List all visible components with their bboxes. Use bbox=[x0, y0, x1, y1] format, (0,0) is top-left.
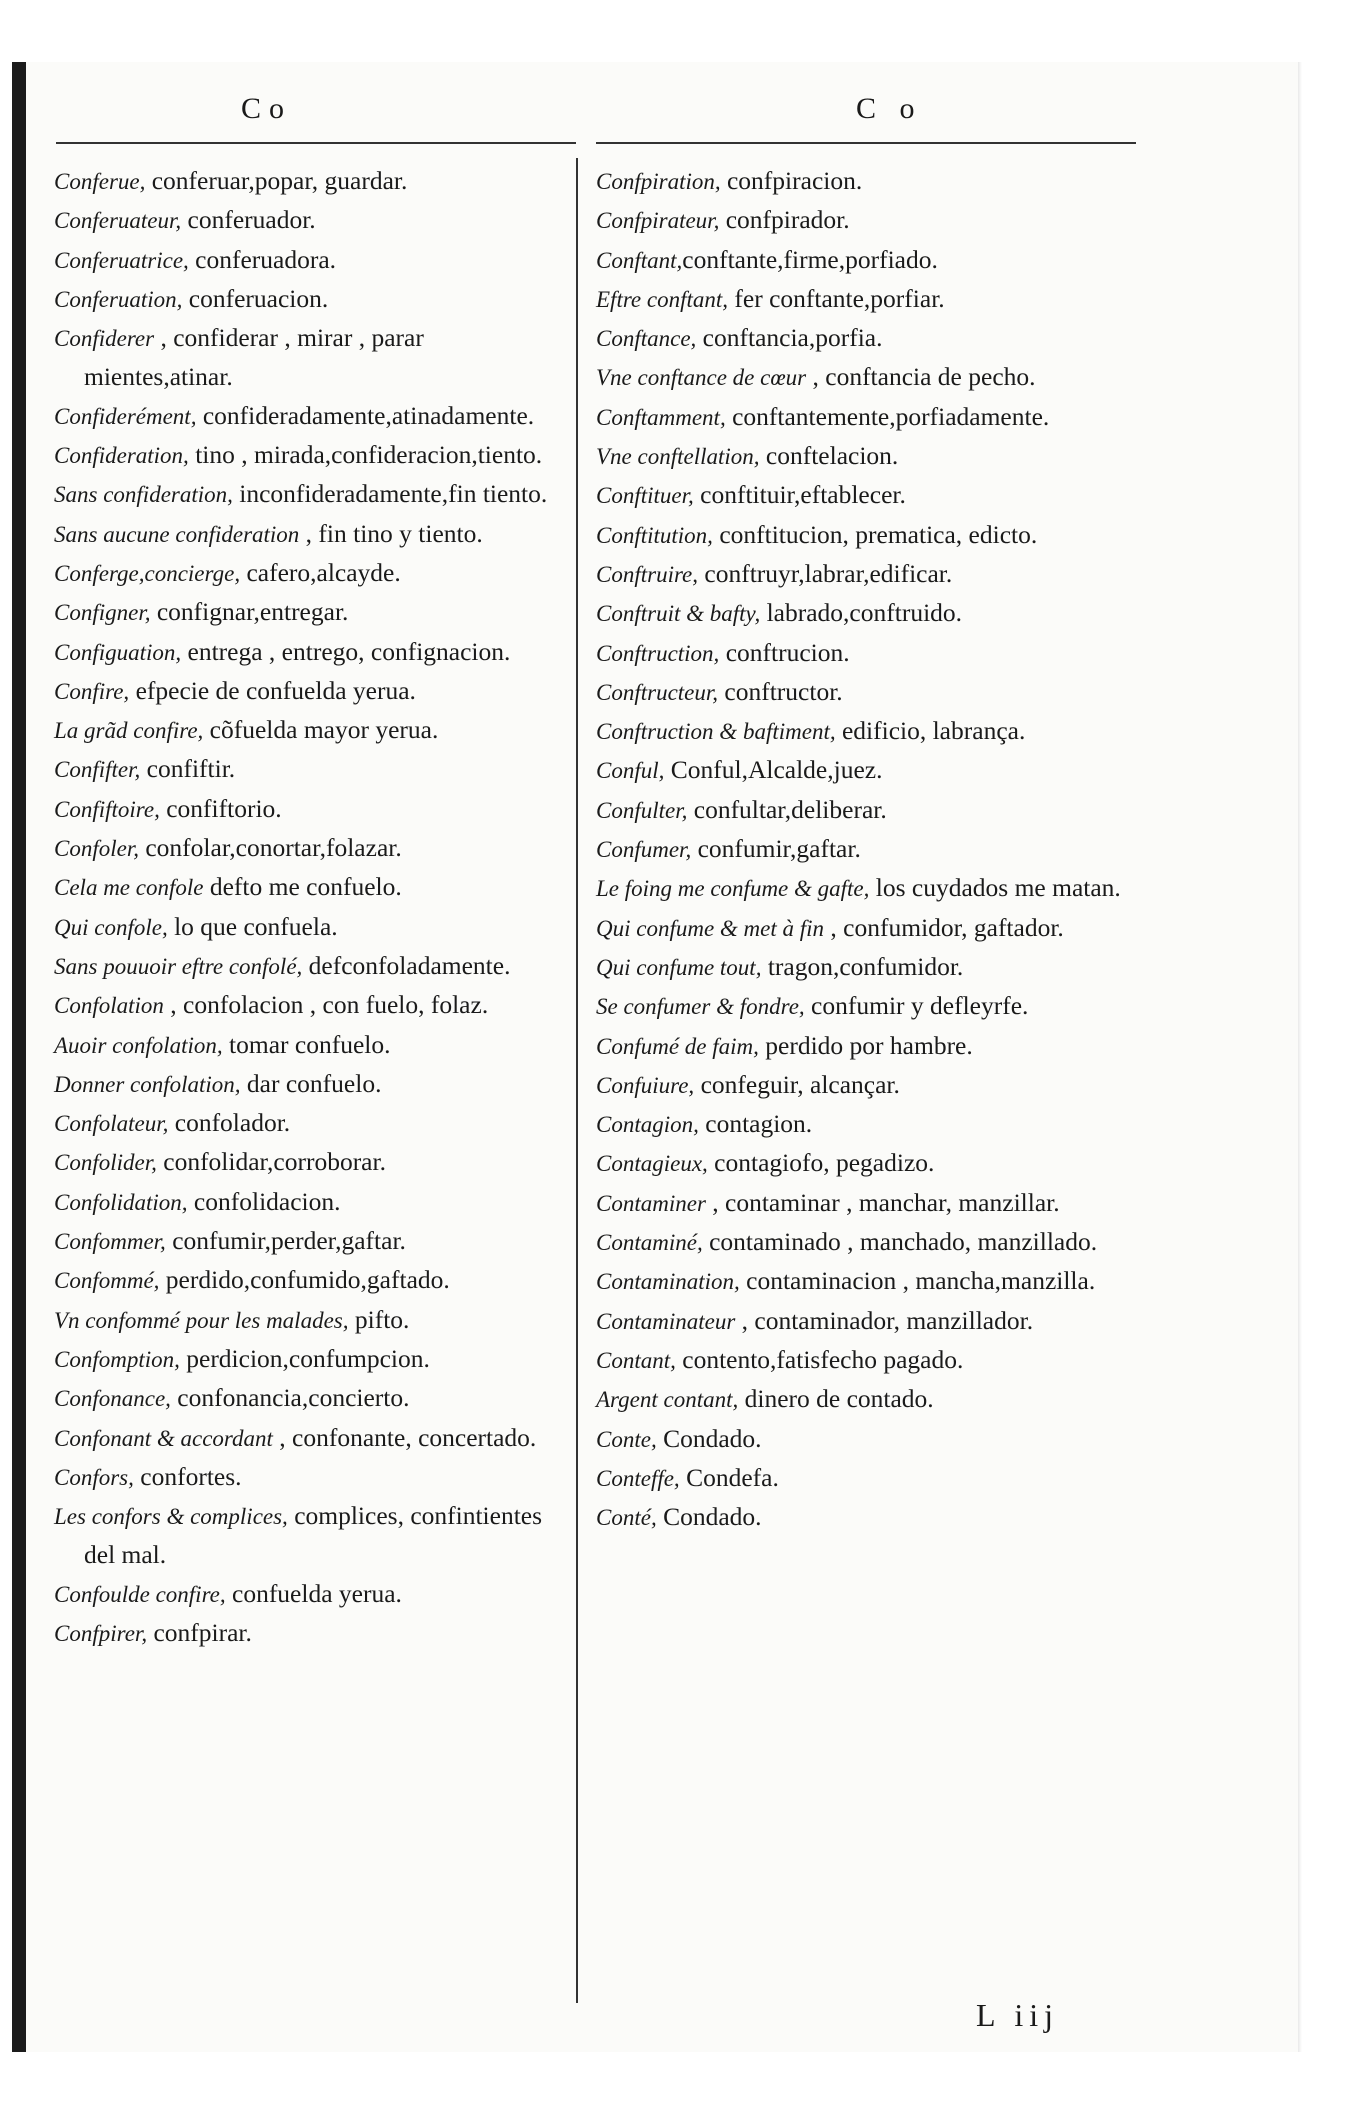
entry-translation: dar confuelo. bbox=[240, 1068, 382, 1098]
dictionary-entry bbox=[54, 1379, 564, 1418]
entry-translation: confuelda yerua. bbox=[225, 1578, 402, 1608]
dictionary-entry bbox=[54, 1301, 564, 1340]
dictionary-entry bbox=[596, 751, 1141, 790]
column-divider bbox=[576, 158, 578, 2003]
entry-headword: Conftituer, bbox=[596, 483, 694, 509]
entry-translation: cafero,alcayde. bbox=[240, 557, 401, 587]
dictionary-entry bbox=[596, 987, 1141, 1026]
dictionary-entry bbox=[54, 436, 564, 475]
entry-headword: Confuiure, bbox=[596, 1072, 695, 1098]
entry-translation: confiftir. bbox=[140, 754, 236, 784]
dictionary-entry bbox=[596, 1027, 1141, 1066]
entry-translation: confumir,gaftar. bbox=[691, 834, 861, 864]
dictionary-entry bbox=[596, 555, 1141, 594]
entry-headword: Conftamment, bbox=[596, 404, 726, 430]
entry-headword: Confoulde confire, bbox=[54, 1581, 226, 1607]
entry-translation: defconfoladamente. bbox=[302, 950, 511, 980]
dictionary-entry bbox=[54, 1575, 564, 1614]
entry-translation: , confiderar , mirar , parar mientes,atinar. bbox=[84, 323, 424, 392]
dictionary-entry bbox=[596, 909, 1141, 948]
entry-translation: confpirar. bbox=[147, 1617, 252, 1647]
entry-translation: , conftancia de pecho. bbox=[806, 362, 1036, 392]
entry-headword: Conftruction & baftiment, bbox=[596, 719, 836, 745]
running-head-left: Co bbox=[241, 92, 293, 125]
entry-headword: Confire, bbox=[54, 678, 130, 704]
dictionary-entry bbox=[596, 398, 1141, 437]
entry-translation: fer conftante,porfiar. bbox=[728, 283, 945, 313]
entry-headword: Confiderément, bbox=[54, 403, 197, 429]
entry-translation: conftitucion, prematica, edicto. bbox=[712, 519, 1038, 549]
entry-headword: Contagion, bbox=[596, 1112, 699, 1138]
entry-headword: Confpirateur, bbox=[596, 208, 720, 234]
left-column bbox=[54, 162, 564, 1653]
entry-translation: tino , mirada,confideracion,tiento. bbox=[188, 440, 543, 470]
dictionary-entry bbox=[596, 319, 1141, 358]
entry-translation: conferuadora. bbox=[188, 244, 337, 274]
entry-headword: Sans aucune confideration bbox=[54, 521, 300, 547]
dictionary-entry bbox=[596, 634, 1141, 673]
dictionary-entry bbox=[54, 397, 564, 436]
entry-headword: Les confors & complices, bbox=[54, 1504, 288, 1530]
entry-headword: Confpirer, bbox=[54, 1620, 148, 1646]
entry-headword: Confiftoire, bbox=[54, 796, 160, 822]
entry-headword: Contant, bbox=[596, 1347, 676, 1373]
dictionary-entry bbox=[596, 1302, 1141, 1341]
entry-headword: Confulter, bbox=[596, 797, 688, 823]
entry-headword: Conferuateur, bbox=[54, 208, 182, 234]
dictionary-entry bbox=[596, 869, 1141, 908]
entry-translation: Condado. bbox=[656, 1423, 762, 1453]
entry-translation: perdido por hambre. bbox=[758, 1030, 973, 1060]
dictionary-entry bbox=[596, 1420, 1141, 1459]
dictionary-entry bbox=[54, 1261, 564, 1300]
right-column bbox=[596, 162, 1141, 1537]
entry-translation: labrado,conftruido. bbox=[760, 598, 963, 628]
dictionary-entry bbox=[596, 594, 1141, 633]
entry-headword: Eftre conftant, bbox=[596, 286, 729, 312]
dictionary-entry bbox=[54, 1143, 564, 1182]
dictionary-entry bbox=[596, 280, 1141, 319]
dictionary-entry bbox=[54, 1614, 564, 1653]
entry-headword: Configner, bbox=[54, 600, 151, 626]
dictionary-entry bbox=[54, 672, 564, 711]
entry-translation: confpiracion. bbox=[720, 166, 863, 195]
entry-translation: tomar confuelo. bbox=[222, 1029, 391, 1059]
entry-headword: Cela me confole bbox=[54, 875, 204, 901]
entry-translation: confignar,entregar. bbox=[150, 597, 349, 627]
dictionary-entry bbox=[54, 475, 564, 514]
running-head-right: C o bbox=[856, 92, 923, 125]
entry-headword: Auoir confolation, bbox=[54, 1032, 223, 1058]
entry-translation: , confolacion , con fuelo, folaz. bbox=[163, 990, 489, 1020]
entry-translation: pifto. bbox=[348, 1304, 410, 1334]
entry-translation: cõfuelda mayor yerua. bbox=[203, 715, 439, 745]
entry-headword: Confideration, bbox=[54, 443, 189, 469]
entry-translation: conferuacion. bbox=[182, 283, 329, 313]
entry-translation: conftancia,porfia. bbox=[696, 323, 883, 353]
dictionary-entry bbox=[596, 1498, 1141, 1537]
entry-headword: Confolidation, bbox=[54, 1189, 188, 1215]
entry-translation: edificio, labrança. bbox=[835, 716, 1026, 746]
entry-headword: Confoler, bbox=[54, 836, 139, 862]
entry-headword: Confomption, bbox=[54, 1346, 180, 1372]
dictionary-entry bbox=[54, 750, 564, 789]
entry-headword: Conftruit & bafty, bbox=[596, 601, 761, 627]
entry-translation: conferuador. bbox=[181, 205, 316, 235]
entry-translation: confiftorio. bbox=[159, 793, 282, 823]
entry-headword: Vne conftance de cœur bbox=[596, 365, 807, 391]
entry-translation: Condado. bbox=[656, 1502, 762, 1532]
entry-translation: , fin tino y tiento. bbox=[299, 518, 483, 548]
entry-headword: Conftruction, bbox=[596, 640, 720, 666]
entry-headword: Confifter, bbox=[54, 757, 141, 783]
entry-headword: Sans pouuoir eftre confolé, bbox=[54, 953, 303, 979]
dictionary-entry bbox=[596, 673, 1141, 712]
entry-translation: contento,fatisfecho pagado. bbox=[675, 1344, 964, 1374]
dictionary-entry bbox=[54, 1104, 564, 1143]
dictionary-entry bbox=[54, 241, 564, 280]
entry-translation: conftruyr,labrar,edificar. bbox=[698, 558, 953, 588]
entry-translation: confeguir, alcançar. bbox=[694, 1069, 900, 1099]
entry-headword: Contaminateur bbox=[596, 1308, 736, 1334]
entry-headword: Conferge,concierge, bbox=[54, 560, 241, 586]
entry-translation: defto me confuelo. bbox=[203, 872, 402, 902]
entry-translation: complices, confintientes del mal. bbox=[84, 1501, 543, 1570]
entry-translation: los cuydados me matan. bbox=[869, 873, 1121, 903]
entry-headword: Qui confume & met à fin bbox=[596, 915, 825, 941]
entry-headword: Conferuation, bbox=[54, 286, 183, 312]
entry-headword: Conté, bbox=[596, 1505, 657, 1531]
entry-translation: confideradamente,atinadamente. bbox=[196, 400, 535, 430]
entry-headword: Confpiration, bbox=[596, 169, 721, 194]
entry-headword: Confors, bbox=[54, 1464, 134, 1490]
entry-headword: Le foing me confume & gafte, bbox=[596, 876, 870, 902]
entry-translation: conftrucion. bbox=[719, 637, 850, 667]
dictionary-page bbox=[12, 62, 1302, 2052]
entry-translation: confultar,deliberar. bbox=[687, 794, 887, 824]
dictionary-entry bbox=[54, 711, 564, 750]
entry-headword: Donner confolation, bbox=[54, 1071, 241, 1097]
entry-translation: conferuar,popar, guardar. bbox=[145, 166, 408, 195]
dictionary-entry bbox=[596, 1341, 1141, 1380]
entry-translation: Conful,Alcalde,juez. bbox=[664, 755, 883, 785]
entry-headword: Conftructeur, bbox=[596, 679, 719, 705]
entry-headword: Conftance, bbox=[596, 326, 697, 352]
entry-translation: conftante,firme,porfiado. bbox=[682, 244, 938, 274]
dictionary-entry bbox=[54, 633, 564, 672]
entry-headword: Contagieux, bbox=[596, 1151, 708, 1177]
dictionary-entry bbox=[596, 1223, 1141, 1262]
entry-translation: confolar,conortar,folazar. bbox=[138, 833, 402, 863]
entry-translation: confolador. bbox=[168, 1108, 291, 1138]
signature-mark: L iij bbox=[976, 1997, 1060, 2033]
entry-translation: confolidar,corroborar. bbox=[156, 1147, 386, 1177]
dictionary-entry bbox=[596, 1184, 1141, 1223]
dictionary-entry bbox=[596, 1380, 1141, 1419]
entry-headword: Qui confole, bbox=[54, 914, 168, 940]
entry-headword: Vne conftellation, bbox=[596, 444, 760, 470]
entry-headword: Sans confideration, bbox=[54, 482, 233, 508]
entry-headword: Contamination, bbox=[596, 1269, 740, 1295]
dictionary-entry bbox=[54, 1458, 564, 1497]
dictionary-entry bbox=[54, 1419, 564, 1458]
entry-headword: Confiderer bbox=[54, 326, 155, 352]
entry-headword: Confonant & accordant bbox=[54, 1425, 273, 1451]
header-rule-right bbox=[596, 142, 1136, 144]
entry-headword: Confumer, bbox=[596, 837, 692, 863]
entry-translation: contaminado , manchado, manzillado. bbox=[702, 1227, 1098, 1257]
dictionary-entry bbox=[596, 358, 1141, 397]
entry-translation: conftelacion. bbox=[759, 441, 899, 471]
entry-headword: Argent contant, bbox=[596, 1387, 739, 1413]
entry-headword: La grãd confire, bbox=[54, 718, 204, 744]
entry-headword: Conftruire, bbox=[596, 561, 699, 587]
header-rule-left bbox=[56, 142, 576, 144]
entry-translation: perdido,confumido,gaftado. bbox=[159, 1265, 450, 1295]
dictionary-entry bbox=[54, 1065, 564, 1104]
entry-translation: Condefa. bbox=[679, 1462, 779, 1492]
entry-headword: Conftitution, bbox=[596, 522, 713, 548]
dictionary-entry bbox=[596, 1459, 1141, 1498]
entry-headword: Contaminer bbox=[596, 1190, 706, 1216]
entry-headword: Conftant, bbox=[596, 247, 683, 273]
dictionary-entry bbox=[54, 1026, 564, 1065]
entry-headword: Conteffe, bbox=[596, 1465, 680, 1491]
dictionary-entry bbox=[54, 201, 564, 240]
entry-headword: Confumé de faim, bbox=[596, 1033, 759, 1059]
entry-translation: perdicion,confumpcion. bbox=[179, 1343, 430, 1373]
entry-translation: confonancia,concierto. bbox=[170, 1383, 410, 1413]
entry-headword: Confommer, bbox=[54, 1229, 166, 1255]
entry-headword: Vn confommé pour les malades, bbox=[54, 1307, 349, 1333]
dictionary-entry bbox=[596, 830, 1141, 869]
entry-translation: entrega , entrego, confignacion. bbox=[181, 636, 511, 666]
entry-translation: , confumidor, gaftador. bbox=[824, 912, 1064, 942]
dictionary-entry bbox=[596, 241, 1141, 280]
entry-translation: confumir y defleyrfe. bbox=[804, 991, 1029, 1021]
entry-translation: confumir,perder,gaftar. bbox=[165, 1226, 406, 1256]
dictionary-entry bbox=[596, 1066, 1141, 1105]
page-edge-shadow bbox=[1298, 62, 1302, 2052]
entry-translation: dinero de contado. bbox=[738, 1384, 934, 1414]
entry-headword: Confommé, bbox=[54, 1268, 160, 1294]
dictionary-entry bbox=[54, 1497, 564, 1575]
entry-translation: lo que confuela. bbox=[167, 911, 338, 941]
dictionary-entry bbox=[54, 1340, 564, 1379]
dictionary-entry bbox=[54, 593, 564, 632]
entry-translation: , contaminador, manzillador. bbox=[735, 1305, 1034, 1335]
entry-headword: Conferue, bbox=[54, 169, 146, 194]
entry-translation: inconfideradamente,fin tiento. bbox=[232, 479, 548, 509]
entry-translation: tragon,confumidor. bbox=[761, 951, 964, 981]
entry-translation: conftituir,eftablecer. bbox=[693, 480, 906, 510]
dictionary-entry bbox=[54, 868, 564, 907]
entry-headword: Confolider, bbox=[54, 1150, 157, 1176]
entry-headword: Conful, bbox=[596, 758, 665, 784]
entry-headword: Confolateur, bbox=[54, 1111, 169, 1137]
dictionary-entry bbox=[54, 829, 564, 868]
dictionary-entry bbox=[596, 791, 1141, 830]
dictionary-entry bbox=[54, 280, 564, 319]
entry-headword: Conferuatrice, bbox=[54, 247, 189, 273]
dictionary-entry bbox=[596, 201, 1141, 240]
entry-headword: Qui confume tout, bbox=[596, 954, 762, 980]
dictionary-entry bbox=[54, 515, 564, 554]
entry-headword: Se confumer & fondre, bbox=[596, 994, 805, 1020]
entry-headword: Conte, bbox=[596, 1426, 657, 1452]
entry-translation: confolidacion. bbox=[187, 1186, 341, 1216]
dictionary-entry bbox=[54, 162, 564, 201]
dictionary-entry bbox=[54, 908, 564, 947]
entry-translation: , confonante, concertado. bbox=[272, 1422, 537, 1452]
entry-translation: , contaminar , manchar, manzillar. bbox=[705, 1187, 1060, 1217]
entry-translation: contagion. bbox=[698, 1109, 813, 1139]
dictionary-entry bbox=[596, 1105, 1141, 1144]
dictionary-entry bbox=[54, 319, 564, 397]
dictionary-entry bbox=[596, 516, 1141, 555]
dictionary-entry bbox=[54, 1222, 564, 1261]
dictionary-entry bbox=[54, 1183, 564, 1222]
dictionary-entry bbox=[596, 1144, 1141, 1183]
entry-headword: Configuation, bbox=[54, 639, 182, 665]
dictionary-entry bbox=[596, 948, 1141, 987]
entry-translation: confortes. bbox=[133, 1461, 242, 1491]
dictionary-entry bbox=[596, 476, 1141, 515]
entry-translation: contaminacion , mancha,manzilla. bbox=[739, 1266, 1096, 1296]
entry-headword: Contaminé, bbox=[596, 1230, 703, 1256]
dictionary-entry bbox=[54, 986, 564, 1025]
entry-translation: confpirador. bbox=[719, 205, 850, 235]
entry-headword: Confonance, bbox=[54, 1386, 171, 1412]
dictionary-entry bbox=[54, 947, 564, 986]
dictionary-entry bbox=[596, 712, 1141, 751]
entry-translation: contagiofo, pegadizo. bbox=[707, 1148, 935, 1178]
dictionary-entry bbox=[596, 162, 1141, 201]
entry-headword: Confolation bbox=[54, 993, 164, 1019]
dictionary-entry bbox=[54, 790, 564, 829]
dictionary-entry bbox=[596, 1262, 1141, 1301]
entry-translation: conftantemente,porfiadamente. bbox=[725, 401, 1050, 431]
dictionary-entry bbox=[596, 437, 1141, 476]
entry-translation: conftructor. bbox=[718, 676, 843, 706]
dictionary-entry bbox=[54, 554, 564, 593]
entry-translation: efpecie de confuelda yerua. bbox=[129, 675, 416, 705]
